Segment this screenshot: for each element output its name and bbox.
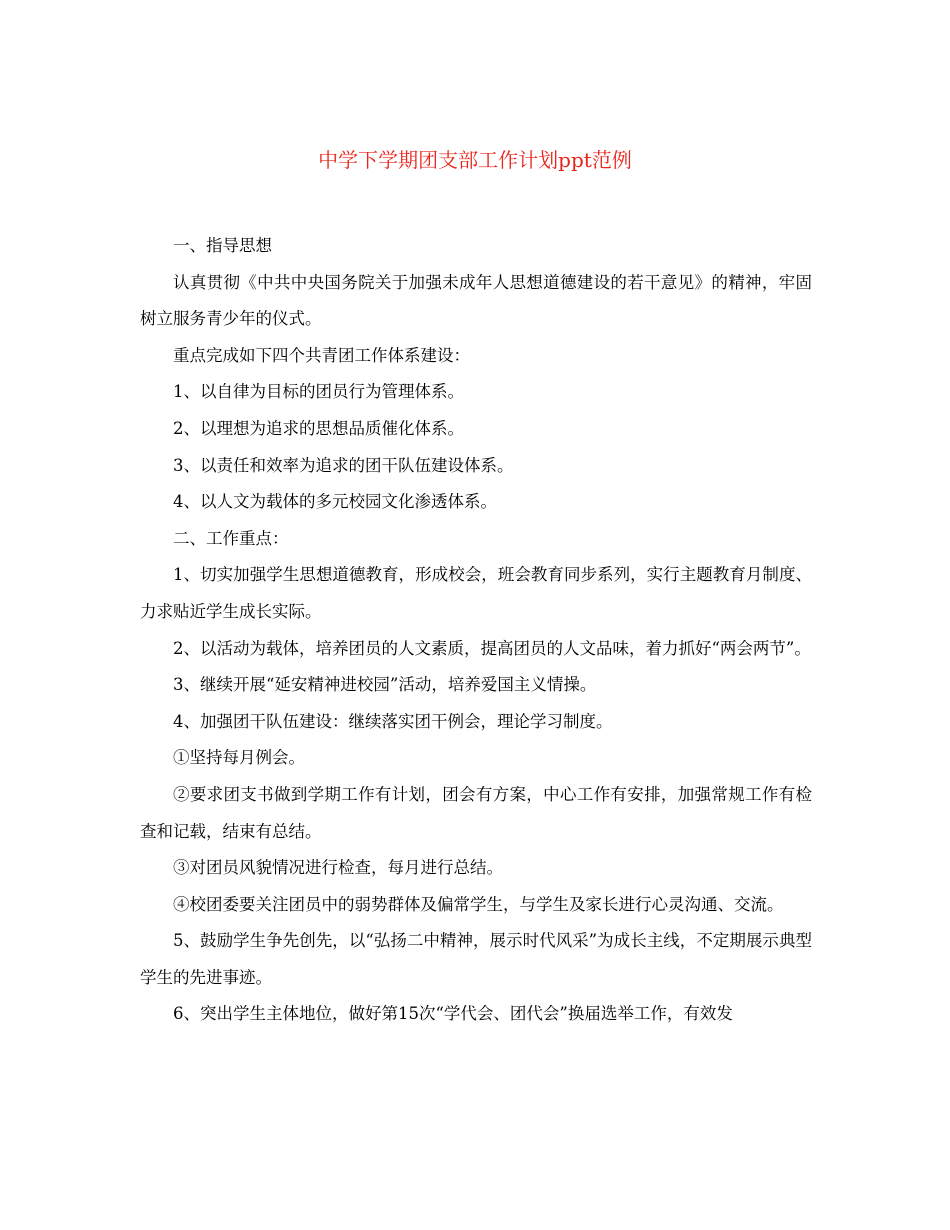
document-body bbox=[140, 228, 812, 1033]
sub-list-item: ①坚持每月例会。 bbox=[173, 748, 305, 768]
list-item: 2、以理想为追求的思想品质催化体系。 bbox=[173, 418, 464, 438]
list-item: 6、突出学生主体地位，做好第15次“学代会、团代会”换届选举工作，有效发 bbox=[173, 1004, 733, 1024]
list-item: 1、以自律为目标的团员行为管理体系。 bbox=[173, 382, 464, 402]
list-item: 2、以活动为载体，培养团员的人文素质，提高团员的人文品味，着力抓好“两会两节”。 bbox=[173, 638, 811, 658]
list-item: 1、切实加强学生思想道德教育，形成校会，班会教育同步系列，实行主题教育月制度、力求贴近学生成长实际。 bbox=[140, 565, 812, 621]
paragraph: 重点完成如下四个共青团工作体系建设： bbox=[173, 345, 470, 365]
section-heading-guiding-ideology: 一、指导思想 bbox=[173, 236, 272, 255]
list-item: 5、鼓励学生争先创先，以“弘扬二中精神，展示时代风采”为成长主线，不定期展示典型学生的先进事迹。 bbox=[140, 931, 812, 987]
list-item: 4、加强团干队伍建设：继续落实团干例会，理论学习制度。 bbox=[173, 711, 613, 731]
sub-list-item: ③对团员风貌情况进行检查，每月进行总结。 bbox=[173, 858, 503, 878]
sub-list-item: ④校团委要关注团员中的弱势群体及偏常学生，与学生及家长进行心灵沟通、交流。 bbox=[173, 894, 784, 914]
list-item: 3、继续开展“延安精神进校园”活动，培养爱国主义情操。 bbox=[173, 675, 597, 695]
list-item: 3、以责任和效率为追求的团干队伍建设体系。 bbox=[173, 455, 514, 475]
document-title: 中学下学期团支部工作计划ppt范例 bbox=[318, 148, 632, 172]
paragraph: 认真贯彻《中共中央国务院关于加强未成年人思想道德建设的若干意见》的精神，牢固树立服务青少年的仪式。 bbox=[140, 272, 812, 329]
section-heading-work-focus: 二、工作重点： bbox=[173, 528, 289, 548]
sub-list-item: ②要求团支书做到学期工作有计划，团会有方案，中心工作有安排，加强常规工作有检查和记载，结束有总结。 bbox=[140, 784, 812, 841]
list-item: 4、以人文为载体的多元校园文化渗透体系。 bbox=[173, 492, 497, 512]
